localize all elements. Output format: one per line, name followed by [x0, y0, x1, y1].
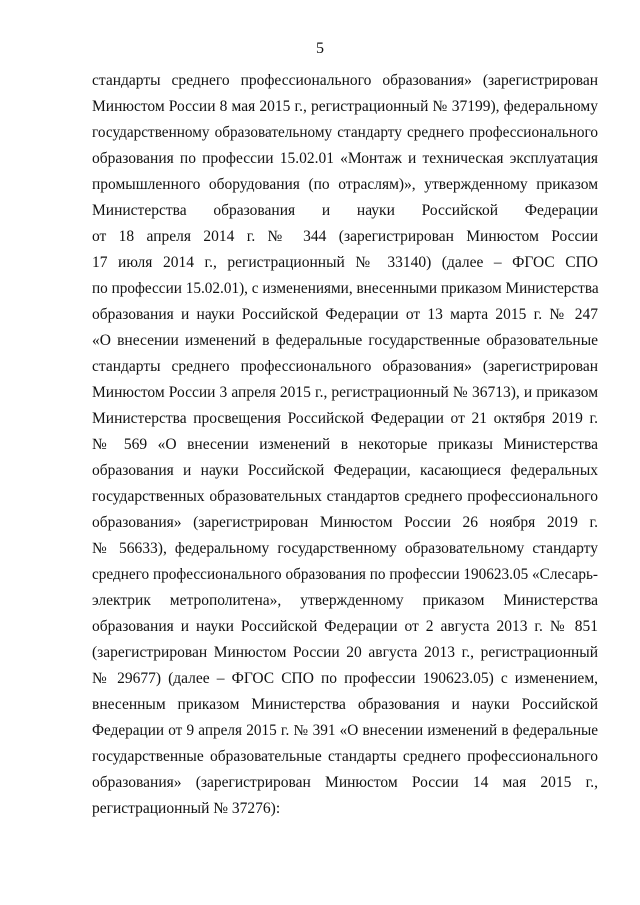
- text-line: образования и науки Российской Федерации от 13 марта 2015 г. № 247: [92, 306, 598, 323]
- text-line: Федерации от 9 апреля 2015 г. № 391 «О внесении изменений в федеральные: [92, 722, 598, 739]
- text-line: среднего профессионального образования по профессии 190623.05 «Слесарь-: [92, 566, 598, 583]
- text-line: образования и науки Российской Федерации, касающиеся федеральных: [92, 462, 598, 479]
- body-paragraph: [92, 68, 598, 822]
- text-line: стандарты среднего профессионального образования» (зарегистрирован: [92, 358, 598, 375]
- text-line: «О внесении изменений в федеральные государственные образовательные: [92, 332, 598, 349]
- text-line: государственных образовательных стандартов среднего профессионального: [92, 488, 598, 505]
- text-line: государственные образовательные стандарты среднего профессионального: [92, 748, 598, 765]
- text-line: № 569 «О внесении изменений в некоторые приказы Министерства: [92, 436, 598, 453]
- text-line: стандарты среднего профессионального образования» (зарегистрирован: [92, 72, 598, 89]
- text-line: государственному образовательному стандарту среднего профессионального: [92, 124, 598, 141]
- text-line: образования по профессии 15.02.01 «Монтаж и техническая эксплуатация: [92, 150, 598, 167]
- text-line: внесенным приказом Министерства образования и науки Российской: [92, 696, 598, 713]
- text-line: промышленного оборудования (по отраслям)», утвержденному приказом: [92, 176, 598, 193]
- text-line: № 56633), федеральному государственному образовательному стандарту: [92, 540, 598, 557]
- text-line: регистрационный № 37276):: [92, 800, 281, 817]
- text-line: образования» (зарегистрирован Минюстом России 26 ноября 2019 г.: [92, 514, 598, 531]
- page-number: 5: [316, 40, 324, 57]
- text-line: образования» (зарегистрирован Минюстом России 14 мая 2015 г.,: [92, 774, 598, 791]
- text-line: Минюстом России 3 апреля 2015 г., регистрационный № 36713), и приказом: [92, 384, 598, 401]
- text-line: образования и науки Российской Федерации от 2 августа 2013 г. № 851: [92, 618, 598, 635]
- text-line: № 29677) (далее – ФГОС СПО по профессии 190623.05) с изменением,: [92, 670, 598, 687]
- text-line: Министерства просвещения Российской Федерации от 21 октября 2019 г.: [92, 410, 598, 427]
- text-line: от 18 апреля 2014 г. № 344 (зарегистрирован Минюстом России: [92, 228, 598, 245]
- text-line: Министерства образования и науки Российской Федерации: [92, 202, 598, 219]
- text-line: (зарегистрирован Минюстом России 20 августа 2013 г., регистрационный: [92, 644, 598, 661]
- text-line: по профессии 15.02.01), с изменениями, внесенными приказом Министерства: [92, 280, 599, 297]
- text-line: электрик метрополитена», утвержденному приказом Министерства: [92, 592, 598, 609]
- text-line: 17 июля 2014 г., регистрационный № 33140) (далее – ФГОС СПО: [92, 254, 598, 271]
- text-line: Минюстом России 8 мая 2015 г., регистрационный № 37199), федеральному: [92, 98, 598, 115]
